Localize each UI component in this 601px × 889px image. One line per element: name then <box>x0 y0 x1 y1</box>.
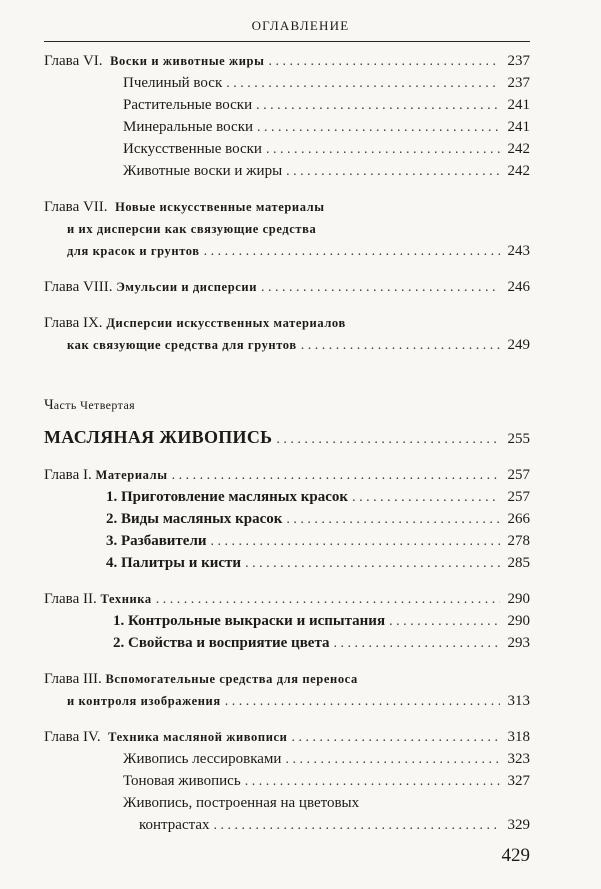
dot-leader <box>245 771 500 793</box>
chapter-label: Глава VIII. <box>44 279 113 295</box>
page-ref: 323 <box>507 751 530 767</box>
page-ref: 293 <box>507 635 530 651</box>
dot-leader <box>214 815 500 837</box>
toc-entry-ch8 <box>44 276 530 298</box>
dot-leader <box>334 633 500 655</box>
toc-entry-p4-2 <box>44 770 530 792</box>
page-ref: 313 <box>507 693 530 709</box>
dot-leader <box>225 691 500 713</box>
page-ref: 257 <box>507 489 530 505</box>
part-title: МАСЛЯНАЯ ЖИВОПИСЬ <box>44 427 273 447</box>
toc-entry-ch9 <box>44 312 530 334</box>
page-ref: 285 <box>507 555 530 571</box>
dot-leader <box>172 465 500 487</box>
page-ref: 242 <box>507 163 530 179</box>
dot-leader <box>204 241 500 263</box>
toc-entry-p1-4 <box>44 552 530 574</box>
toc-entry-ch7 <box>44 196 530 218</box>
page-ref: 329 <box>507 817 530 833</box>
chapter-title-line2: и контроля изображения <box>67 694 221 708</box>
chapter-label: Глава VII. <box>44 199 108 215</box>
page-ref: 241 <box>507 97 530 113</box>
chapter-title: Материалы <box>95 468 168 482</box>
chapter-title-line3: для красок и грунтов <box>67 244 200 258</box>
toc-entry-p3 <box>44 668 530 690</box>
dot-leader <box>286 509 500 531</box>
chapter-title-line1: Вспомогательные средства для переноса <box>105 672 358 686</box>
section-title: 1. Контрольные выкраски и испытания <box>113 613 386 629</box>
section-title: Тоновая живопись <box>123 773 241 789</box>
page-ref: 237 <box>507 53 530 69</box>
chapter-title: Воски и животные жиры <box>110 54 265 68</box>
table-of-contents <box>44 50 530 836</box>
toc-entry-ch6-5 <box>44 160 530 182</box>
page-ref: 237 <box>507 75 530 91</box>
section-title: 3. Разбавители <box>106 533 207 549</box>
section-title: Животные воски и жиры <box>123 163 283 179</box>
page-ref: 266 <box>507 511 530 527</box>
section-title-line1: Живопись, построенная на цветовых <box>123 795 360 811</box>
section-title: Минеральные воски <box>123 119 254 135</box>
toc-entry-p2-1 <box>44 610 530 632</box>
page-ref: 255 <box>507 431 530 447</box>
chapter-title-line1: Дисперсии искусственных материалов <box>106 316 346 330</box>
section-title: Растительные воски <box>123 97 253 113</box>
section-title: 2. Свойства и восприятие цвета <box>113 635 330 651</box>
page-ref: 246 <box>507 279 530 295</box>
page-ref: 249 <box>507 337 530 353</box>
toc-entry-ch6 <box>44 50 530 72</box>
dot-leader <box>352 487 500 509</box>
toc-entry-p4-1 <box>44 748 530 770</box>
running-head: ОГЛАВЛЕНИЕ <box>251 18 350 33</box>
section-title: 4. Палитры и кисти <box>106 555 242 571</box>
toc-entry-p4 <box>44 726 530 748</box>
toc-entry-oil-painting <box>44 424 530 450</box>
dot-leader <box>389 611 500 633</box>
header-rule <box>44 41 530 42</box>
toc-entry-ch6-2 <box>44 94 530 116</box>
part-label: Часть Четвертая <box>44 397 136 413</box>
toc-entry-p2 <box>44 588 530 610</box>
dot-leader <box>286 161 500 183</box>
dot-leader <box>245 553 500 575</box>
page-ref: 278 <box>507 533 530 549</box>
dot-leader <box>211 531 500 553</box>
dot-leader <box>261 277 500 299</box>
toc-entry-p2-2 <box>44 632 530 654</box>
toc-entry-ch6-4 <box>44 138 530 160</box>
dot-leader <box>301 335 500 357</box>
page-number: 429 <box>501 845 530 866</box>
dot-leader <box>291 727 500 749</box>
dot-leader <box>268 51 500 73</box>
page-ref: 290 <box>507 591 530 607</box>
toc-entry-ch6-1 <box>44 72 530 94</box>
dot-leader <box>256 95 500 117</box>
chapter-label: Глава IX. <box>44 315 103 331</box>
toc-entry-p1-2 <box>44 508 530 530</box>
section-title: Пчелиный воск <box>123 75 223 91</box>
chapter-label: Глава IV. <box>44 729 101 745</box>
dot-leader <box>285 749 500 771</box>
section-title: Живопись лессировками <box>123 751 282 767</box>
page-ref: 327 <box>507 773 530 789</box>
chapter-title: Техника масляной живописи <box>108 730 288 744</box>
dot-leader <box>276 427 500 453</box>
toc-entry-p1-1 <box>44 486 530 508</box>
chapter-title-line1: Новые искусственные материалы <box>115 200 325 214</box>
chapter-label: Глава I. <box>44 467 92 483</box>
section-title: 1. Приготовление масляных красок <box>106 489 349 505</box>
toc-entry-p1-3 <box>44 530 530 552</box>
dot-leader <box>226 73 500 95</box>
page-ref: 243 <box>507 243 530 259</box>
chapter-label: Глава II. <box>44 591 97 607</box>
toc-entry-p1 <box>44 464 530 486</box>
section-title: 2. Виды масляных красок <box>106 511 283 527</box>
toc-entry-ch6-3 <box>44 116 530 138</box>
chapter-label: Глава III. <box>44 671 102 687</box>
page-ref: 290 <box>507 613 530 629</box>
section-title-line2: контрастах <box>139 817 210 833</box>
toc-entry-p4-3 <box>44 792 530 814</box>
chapter-title-line2: и их дисперсии как связующие средства <box>67 222 317 236</box>
page-ref: 318 <box>507 729 530 745</box>
page-ref: 257 <box>507 467 530 483</box>
chapter-label: Глава VI. <box>44 53 103 69</box>
dot-leader <box>266 139 500 161</box>
chapter-title: Техника <box>100 592 152 606</box>
page-ref: 242 <box>507 141 530 157</box>
dot-leader <box>156 589 500 611</box>
page-ref: 241 <box>507 119 530 135</box>
chapter-title-line2: как связующие средства для грунтов <box>67 338 297 352</box>
section-title: Искусственные воски <box>123 141 262 157</box>
chapter-title: Эмульсии и дисперсии <box>116 280 257 294</box>
dot-leader <box>257 117 500 139</box>
